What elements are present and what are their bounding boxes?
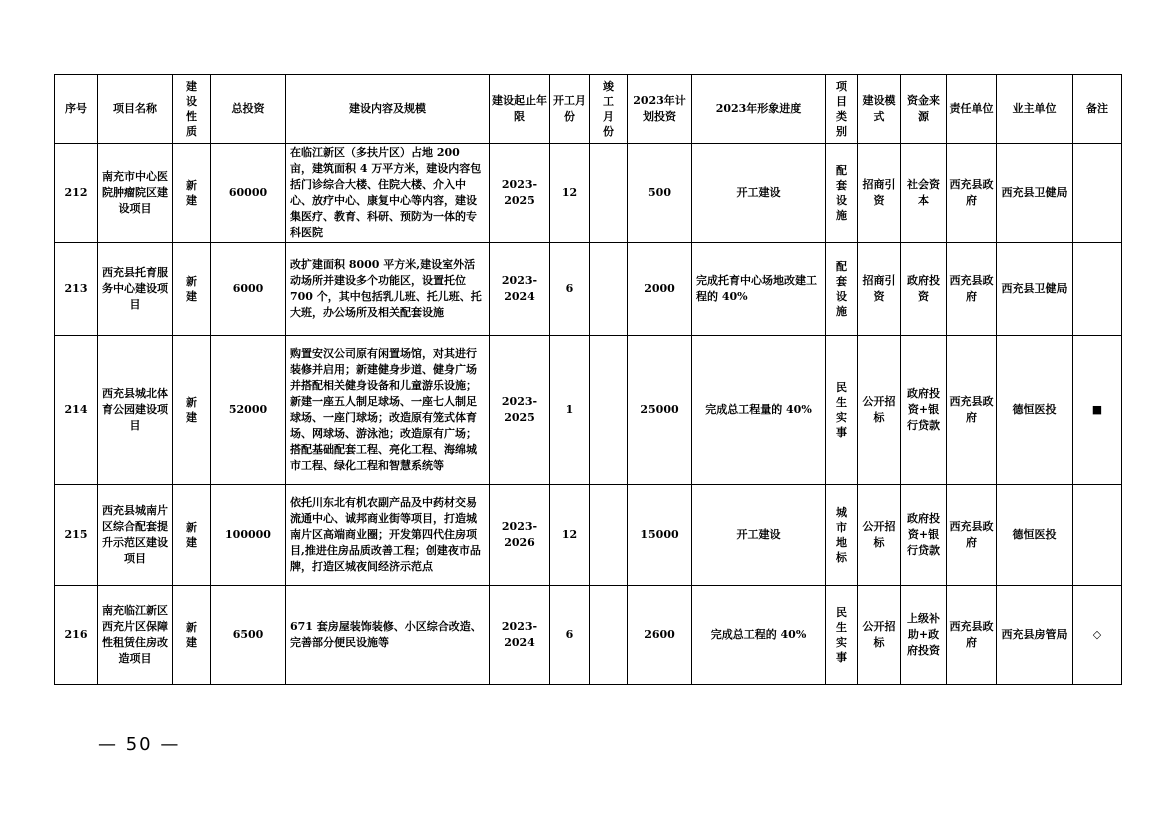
cell-mode: 招商引资 <box>858 144 901 243</box>
cell-finish-month <box>590 485 628 586</box>
cell-remark <box>1073 485 1122 586</box>
cell-remark <box>1073 144 1122 243</box>
cell-mode: 公开招标 <box>858 336 901 485</box>
cell-plan-2023: 500 <box>628 144 692 243</box>
cell-period: 2023-2025 <box>490 336 550 485</box>
cell-seq: 213 <box>55 243 98 336</box>
cell-category: 民生实事 <box>826 586 858 685</box>
cell-mode: 招商引资 <box>858 243 901 336</box>
table-header-row <box>55 75 1122 144</box>
cell-start-month: 12 <box>550 144 590 243</box>
cell-name: 南充临江新区西充片区保障性租赁住房改造项目 <box>98 586 173 685</box>
cell-progress-2023: 开工建设 <box>692 144 826 243</box>
project-table <box>54 74 1122 685</box>
cell-progress-2023: 开工建设 <box>692 485 826 586</box>
cell-plan-2023: 2600 <box>628 586 692 685</box>
header-invest: 总投资 <box>211 75 286 144</box>
page-number: — 50 — <box>98 734 181 755</box>
cell-content: 改扩建面积 8000 平方米,建设室外活动场所并建设多个功能区，设置托位 700 个，其中包括乳儿班、托儿班、托大班，办公场所及相关配套设施 <box>286 243 490 336</box>
cell-owner: 西充县房管局 <box>997 586 1073 685</box>
header-nature: 建设性质 <box>173 75 211 144</box>
cell-owner: 西充县卫健局 <box>997 144 1073 243</box>
cell-content: 在临江新区（多扶片区）占地 200 亩，建筑面积 4 万平方米，建设内容包括门诊综合大楼、住院大楼、介入中心、放疗中心、康复中心等内容，建设集医疗、教育、科研、预防为一体的专科医院 <box>286 144 490 243</box>
cell-remark: ◇ <box>1073 586 1122 685</box>
cell-finish-month <box>590 144 628 243</box>
header-category: 项目类别 <box>826 75 858 144</box>
header-responsible: 责任单位 <box>947 75 997 144</box>
cell-plan-2023: 15000 <box>628 485 692 586</box>
cell-period: 2023-2026 <box>490 485 550 586</box>
header-progress-2023: 2023年形象进度 <box>692 75 826 144</box>
cell-seq: 216 <box>55 586 98 685</box>
cell-name: 南充市中心医院肿瘤院区建设项目 <box>98 144 173 243</box>
table-row <box>55 336 1122 485</box>
table-row <box>55 243 1122 336</box>
cell-nature: 新建 <box>173 144 211 243</box>
cell-plan-2023: 25000 <box>628 336 692 485</box>
cell-start-month: 1 <box>550 336 590 485</box>
header-funds: 资金来源 <box>901 75 947 144</box>
cell-nature: 新建 <box>173 485 211 586</box>
cell-category: 配套设施 <box>826 243 858 336</box>
cell-funds: 社会资本 <box>901 144 947 243</box>
table-row <box>55 144 1122 243</box>
cell-invest: 100000 <box>211 485 286 586</box>
cell-invest: 52000 <box>211 336 286 485</box>
cell-funds: 政府投资 <box>901 243 947 336</box>
header-finish-month: 竣工月份 <box>590 75 628 144</box>
cell-period: 2023-2024 <box>490 586 550 685</box>
cell-responsible: 西充县政府 <box>947 586 997 685</box>
cell-name: 西充县城北体育公园建设项目 <box>98 336 173 485</box>
cell-content: 671 套房屋装饰装修、小区综合改造、完善部分便民设施等 <box>286 586 490 685</box>
header-plan-2023: 2023年计划投资 <box>628 75 692 144</box>
header-seq: 序号 <box>55 75 98 144</box>
cell-progress-2023: 完成总工程的 40% <box>692 586 826 685</box>
cell-finish-month <box>590 243 628 336</box>
cell-responsible: 西充县政府 <box>947 144 997 243</box>
cell-start-month: 6 <box>550 243 590 336</box>
cell-finish-month <box>590 586 628 685</box>
header-period: 建设起止年限 <box>490 75 550 144</box>
cell-content: 依托川东北有机农副产品及中药材交易流通中心、诚邦商业街等项目，打造城南片区高端商业圈；开发第四代住房项目,推进住房品质改善工程；创建夜市品牌，打造区城夜间经济示范点 <box>286 485 490 586</box>
cell-remark <box>1073 243 1122 336</box>
cell-period: 2023-2024 <box>490 243 550 336</box>
cell-mode: 公开招标 <box>858 485 901 586</box>
cell-progress-2023: 完成托育中心场地改建工程的 40% <box>692 243 826 336</box>
cell-invest: 60000 <box>211 144 286 243</box>
table-row <box>55 586 1122 685</box>
cell-mode: 公开招标 <box>858 586 901 685</box>
header-start-month: 开工月份 <box>550 75 590 144</box>
table-row <box>55 485 1122 586</box>
cell-start-month: 12 <box>550 485 590 586</box>
header-content: 建设内容及规模 <box>286 75 490 144</box>
cell-owner: 西充县卫健局 <box>997 243 1073 336</box>
header-name: 项目名称 <box>98 75 173 144</box>
cell-finish-month <box>590 336 628 485</box>
cell-funds: 政府投资+银行贷款 <box>901 485 947 586</box>
cell-plan-2023: 2000 <box>628 243 692 336</box>
cell-name: 西充县托育服务中心建设项目 <box>98 243 173 336</box>
cell-responsible: 西充县政府 <box>947 336 997 485</box>
cell-nature: 新建 <box>173 336 211 485</box>
cell-responsible: 西充县政府 <box>947 485 997 586</box>
cell-owner: 德恒医投 <box>997 485 1073 586</box>
cell-category: 民生实事 <box>826 336 858 485</box>
cell-seq: 212 <box>55 144 98 243</box>
cell-invest: 6000 <box>211 243 286 336</box>
header-mode: 建设模式 <box>858 75 901 144</box>
cell-progress-2023: 完成总工程量的 40% <box>692 336 826 485</box>
cell-category: 城市地标 <box>826 485 858 586</box>
cell-funds: 政府投资+银行贷款 <box>901 336 947 485</box>
cell-nature: 新建 <box>173 586 211 685</box>
cell-name: 西充县城南片区综合配套提升示范区建设项目 <box>98 485 173 586</box>
cell-seq: 214 <box>55 336 98 485</box>
header-remark: 备注 <box>1073 75 1122 144</box>
cell-start-month: 6 <box>550 586 590 685</box>
cell-seq: 215 <box>55 485 98 586</box>
cell-content: 购置安汉公司原有闲置场馆，对其进行装修并启用；新建健身步道、健身广场并搭配相关健身设备和儿童游乐设施；新建一座五人制足球场、一座七人制足球场、一座门球场；改造原有笼式体育场、网球场、游泳池；改造原有广场；搭配基础配套工程、亮化工程、海绵城市工程、绿化工程和智慧系统等 <box>286 336 490 485</box>
cell-owner: 德恒医投 <box>997 336 1073 485</box>
cell-category: 配套设施 <box>826 144 858 243</box>
cell-responsible: 西充县政府 <box>947 243 997 336</box>
cell-invest: 6500 <box>211 586 286 685</box>
header-owner: 业主单位 <box>997 75 1073 144</box>
cell-nature: 新建 <box>173 243 211 336</box>
cell-remark: ■ <box>1073 336 1122 485</box>
cell-period: 2023-2025 <box>490 144 550 243</box>
cell-funds: 上级补助+政府投资 <box>901 586 947 685</box>
